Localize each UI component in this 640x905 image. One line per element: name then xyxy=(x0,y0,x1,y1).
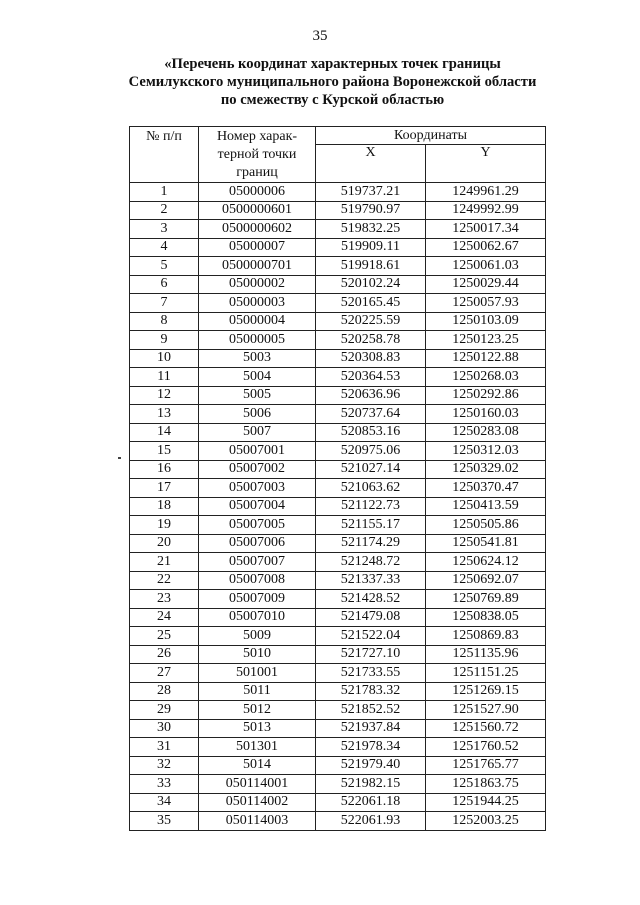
x-coordinate-cell: 521522.04 xyxy=(316,627,426,646)
y-coordinate-cell: 1250329.02 xyxy=(426,460,546,479)
table-row xyxy=(130,664,546,683)
point-id-cell: 05007009 xyxy=(199,590,316,609)
x-coordinate-cell: 521428.52 xyxy=(316,590,426,609)
y-coordinate-cell: 1251269.15 xyxy=(426,682,546,701)
row-number-cell: 19 xyxy=(130,516,199,535)
page-number: 35 xyxy=(312,28,328,44)
x-coordinate-cell: 519790.97 xyxy=(316,201,426,220)
table-row xyxy=(130,682,546,701)
row-number-cell: 11 xyxy=(130,368,199,387)
table-row xyxy=(130,405,546,424)
y-coordinate-cell: 1250413.59 xyxy=(426,497,546,516)
row-number-cell: 1 xyxy=(130,183,199,202)
point-id-cell: 0500000701 xyxy=(199,257,316,276)
x-coordinate-cell: 522061.93 xyxy=(316,812,426,831)
point-id-cell: 05000003 xyxy=(199,294,316,313)
table-body xyxy=(130,183,546,831)
y-coordinate-cell: 1250103.09 xyxy=(426,312,546,331)
header-point-line-3: границ xyxy=(236,165,278,180)
table-row xyxy=(130,183,546,202)
table-row xyxy=(130,423,546,442)
point-id-cell: 05000005 xyxy=(199,331,316,350)
point-id-cell: 05000007 xyxy=(199,238,316,257)
row-number-cell: 29 xyxy=(130,701,199,720)
table-row xyxy=(130,553,546,572)
table-row xyxy=(130,534,546,553)
header-point-line-1: Номер харак- xyxy=(216,129,298,144)
table-row xyxy=(130,368,546,387)
x-coordinate-cell: 521122.73 xyxy=(316,497,426,516)
row-number-cell: 17 xyxy=(130,479,199,498)
table-row xyxy=(130,220,546,239)
title-line-3: по смежеству с Курской областью xyxy=(220,92,445,108)
y-coordinate-cell: 1249992.99 xyxy=(426,201,546,220)
x-coordinate-cell: 521978.34 xyxy=(316,738,426,757)
x-coordinate-cell: 519918.61 xyxy=(316,257,426,276)
x-coordinate-cell: 520853.16 xyxy=(316,423,426,442)
x-coordinate-cell: 521155.17 xyxy=(316,516,426,535)
point-id-cell: 5006 xyxy=(199,405,316,424)
y-coordinate-cell: 1250160.03 xyxy=(426,405,546,424)
row-number-cell: 27 xyxy=(130,664,199,683)
row-number-cell: 2 xyxy=(130,201,199,220)
point-id-cell: 050114002 xyxy=(199,793,316,812)
row-number-cell: 4 xyxy=(130,238,199,257)
point-id-cell: 0500000601 xyxy=(199,201,316,220)
title-line-1: «Перечень координат характерных точек границы xyxy=(164,56,501,72)
x-coordinate-cell: 521063.62 xyxy=(316,479,426,498)
table-row xyxy=(130,645,546,664)
point-id-cell: 05007006 xyxy=(199,534,316,553)
x-coordinate-cell: 520364.53 xyxy=(316,368,426,387)
x-coordinate-cell: 522061.18 xyxy=(316,793,426,812)
point-id-cell: 050114001 xyxy=(199,775,316,794)
y-coordinate-cell: 1250838.05 xyxy=(426,608,546,627)
point-id-cell: 5012 xyxy=(199,701,316,720)
x-coordinate-cell: 521937.84 xyxy=(316,719,426,738)
point-id-cell: 05000006 xyxy=(199,183,316,202)
point-id-cell: 5004 xyxy=(199,368,316,387)
table-row xyxy=(130,460,546,479)
y-coordinate-cell: 1252003.25 xyxy=(426,812,546,831)
table-row xyxy=(130,627,546,646)
point-id-cell: 05000002 xyxy=(199,275,316,294)
y-coordinate-cell: 1250692.07 xyxy=(426,571,546,590)
coordinates-table xyxy=(129,126,546,831)
y-coordinate-cell: 1250122.88 xyxy=(426,349,546,368)
title-line-2: Семилукского муниципального района Воронежской области xyxy=(128,74,537,90)
point-id-cell: 05007001 xyxy=(199,442,316,461)
y-coordinate-cell: 1251863.75 xyxy=(426,775,546,794)
header-y: Y xyxy=(426,145,546,183)
x-coordinate-cell: 521982.15 xyxy=(316,775,426,794)
point-id-cell: 5014 xyxy=(199,756,316,775)
table-row xyxy=(130,312,546,331)
row-number-cell: 25 xyxy=(130,627,199,646)
row-number-cell: 30 xyxy=(130,719,199,738)
y-coordinate-cell: 1250029.44 xyxy=(426,275,546,294)
row-number-cell: 22 xyxy=(130,571,199,590)
y-coordinate-cell: 1251527.90 xyxy=(426,701,546,720)
row-number-cell: 15 xyxy=(130,442,199,461)
x-coordinate-cell: 520975.06 xyxy=(316,442,426,461)
y-coordinate-cell: 1250312.03 xyxy=(426,442,546,461)
table-row xyxy=(130,275,546,294)
x-coordinate-cell: 521248.72 xyxy=(316,553,426,572)
y-coordinate-cell: 1250869.83 xyxy=(426,627,546,646)
x-coordinate-cell: 521174.29 xyxy=(316,534,426,553)
header-x: X xyxy=(316,145,426,183)
row-number-cell: 31 xyxy=(130,738,199,757)
y-coordinate-cell: 1250017.34 xyxy=(426,220,546,239)
x-coordinate-cell: 521727.10 xyxy=(316,645,426,664)
point-id-cell: 5010 xyxy=(199,645,316,664)
row-number-cell: 3 xyxy=(130,220,199,239)
point-id-cell: 05007008 xyxy=(199,571,316,590)
table-row xyxy=(130,738,546,757)
point-id-cell: 05000004 xyxy=(199,312,316,331)
row-number-cell: 24 xyxy=(130,608,199,627)
x-coordinate-cell: 521479.08 xyxy=(316,608,426,627)
y-coordinate-cell: 1251135.96 xyxy=(426,645,546,664)
table-row xyxy=(130,386,546,405)
header-point-line-2: терной точки xyxy=(217,147,297,162)
table-row xyxy=(130,201,546,220)
point-id-cell: 05007010 xyxy=(199,608,316,627)
x-coordinate-cell: 520737.64 xyxy=(316,405,426,424)
table-row xyxy=(130,719,546,738)
row-number-cell: 6 xyxy=(130,275,199,294)
table-row xyxy=(130,812,546,831)
point-id-cell: 501001 xyxy=(199,664,316,683)
point-id-cell: 5011 xyxy=(199,682,316,701)
row-number-cell: 28 xyxy=(130,682,199,701)
point-id-cell: 5007 xyxy=(199,423,316,442)
x-coordinate-cell: 519832.25 xyxy=(316,220,426,239)
y-coordinate-cell: 1250061.03 xyxy=(426,257,546,276)
point-id-cell: 05007005 xyxy=(199,516,316,535)
point-id-cell: 05007002 xyxy=(199,460,316,479)
y-coordinate-cell: 1250624.12 xyxy=(426,553,546,572)
point-id-cell: 05007007 xyxy=(199,553,316,572)
row-number-cell: 32 xyxy=(130,756,199,775)
table-row xyxy=(130,590,546,609)
x-coordinate-cell: 520165.45 xyxy=(316,294,426,313)
header-coordinates: Координаты xyxy=(316,127,546,145)
table-row xyxy=(130,516,546,535)
y-coordinate-cell: 1250769.89 xyxy=(426,590,546,609)
y-coordinate-cell: 1250505.86 xyxy=(426,516,546,535)
row-number-cell: 8 xyxy=(130,312,199,331)
row-number-cell: 9 xyxy=(130,331,199,350)
y-coordinate-cell: 1250283.08 xyxy=(426,423,546,442)
y-coordinate-cell: 1251560.72 xyxy=(426,719,546,738)
table-row xyxy=(130,571,546,590)
y-coordinate-cell: 1250268.03 xyxy=(426,368,546,387)
x-coordinate-cell: 519909.11 xyxy=(316,238,426,257)
table-row xyxy=(130,497,546,516)
table-row xyxy=(130,294,546,313)
table-row xyxy=(130,756,546,775)
header-point-number xyxy=(199,127,316,183)
row-number-cell: 21 xyxy=(130,553,199,572)
row-number-cell: 16 xyxy=(130,460,199,479)
x-coordinate-cell: 520636.96 xyxy=(316,386,426,405)
x-coordinate-cell: 520308.83 xyxy=(316,349,426,368)
row-number-cell: 26 xyxy=(130,645,199,664)
y-coordinate-cell: 1251151.25 xyxy=(426,664,546,683)
x-coordinate-cell: 521979.40 xyxy=(316,756,426,775)
point-id-cell: 5003 xyxy=(199,349,316,368)
row-number-cell: 33 xyxy=(130,775,199,794)
y-coordinate-cell: 1251760.52 xyxy=(426,738,546,757)
row-number-cell: 20 xyxy=(130,534,199,553)
row-number-cell: 14 xyxy=(130,423,199,442)
row-number-cell: 34 xyxy=(130,793,199,812)
y-coordinate-cell: 1250292.86 xyxy=(426,386,546,405)
y-coordinate-cell: 1250541.81 xyxy=(426,534,546,553)
x-coordinate-cell: 520225.59 xyxy=(316,312,426,331)
x-coordinate-cell: 519737.21 xyxy=(316,183,426,202)
y-coordinate-cell: 1249961.29 xyxy=(426,183,546,202)
y-coordinate-cell: 1250123.25 xyxy=(426,331,546,350)
table-row xyxy=(130,331,546,350)
point-id-cell: 05007004 xyxy=(199,497,316,516)
y-coordinate-cell: 1250057.93 xyxy=(426,294,546,313)
row-number-cell: 35 xyxy=(130,812,199,831)
x-coordinate-cell: 521027.14 xyxy=(316,460,426,479)
table-row xyxy=(130,442,546,461)
point-id-cell: 5009 xyxy=(199,627,316,646)
row-number-cell: 10 xyxy=(130,349,199,368)
y-coordinate-cell: 1251944.25 xyxy=(426,793,546,812)
table-row xyxy=(130,701,546,720)
point-id-cell: 501301 xyxy=(199,738,316,757)
row-number-cell: 5 xyxy=(130,257,199,276)
row-number-cell: 12 xyxy=(130,386,199,405)
y-coordinate-cell: 1250062.67 xyxy=(426,238,546,257)
x-coordinate-cell: 521783.32 xyxy=(316,682,426,701)
x-coordinate-cell: 521733.55 xyxy=(316,664,426,683)
x-coordinate-cell: 520258.78 xyxy=(316,331,426,350)
x-coordinate-cell: 520102.24 xyxy=(316,275,426,294)
row-number-cell: 23 xyxy=(130,590,199,609)
table-row xyxy=(130,608,546,627)
x-coordinate-cell: 521337.33 xyxy=(316,571,426,590)
y-coordinate-cell: 1250370.47 xyxy=(426,479,546,498)
point-id-cell: 5005 xyxy=(199,386,316,405)
point-id-cell: 050114003 xyxy=(199,812,316,831)
table-row xyxy=(130,775,546,794)
table-row xyxy=(130,257,546,276)
point-id-cell: 05007003 xyxy=(199,479,316,498)
y-coordinate-cell: 1251765.77 xyxy=(426,756,546,775)
table-row xyxy=(130,349,546,368)
row-number-cell: 13 xyxy=(130,405,199,424)
point-id-cell: 5013 xyxy=(199,719,316,738)
header-number: № п/п xyxy=(130,127,199,183)
x-coordinate-cell: 521852.52 xyxy=(316,701,426,720)
point-id-cell: 0500000602 xyxy=(199,220,316,239)
scan-speck xyxy=(118,457,121,459)
row-number-cell: 18 xyxy=(130,497,199,516)
table-row xyxy=(130,793,546,812)
row-number-cell: 7 xyxy=(130,294,199,313)
document-title xyxy=(110,55,555,109)
table-row xyxy=(130,238,546,257)
table-row xyxy=(130,479,546,498)
